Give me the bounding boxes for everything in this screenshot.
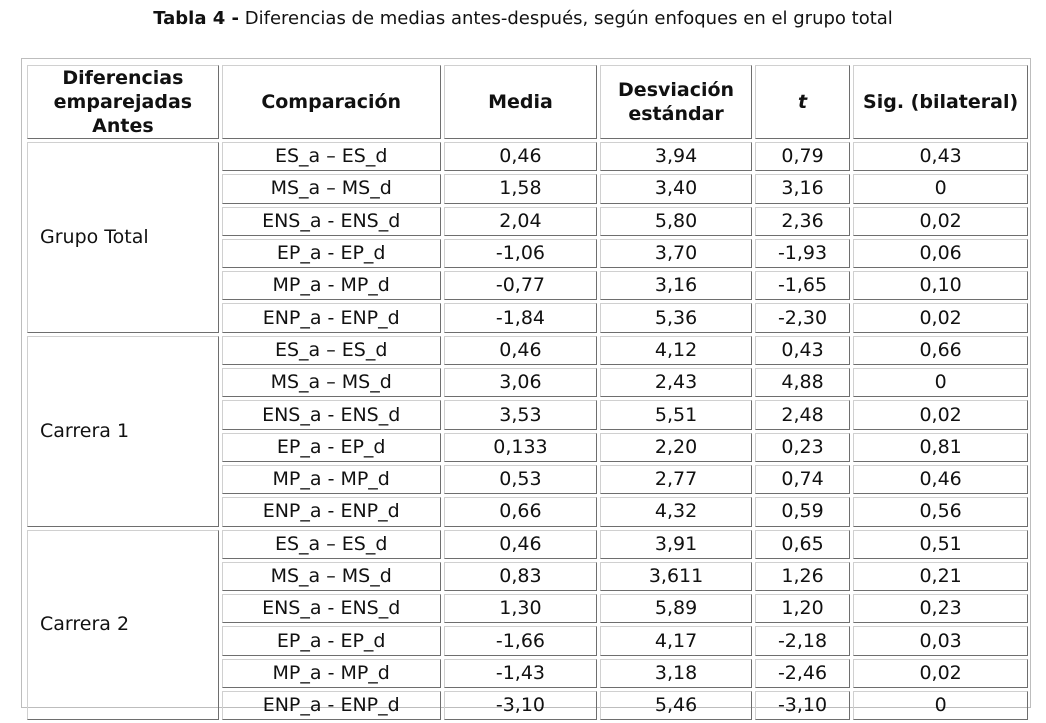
cell-t: -1,93: [755, 239, 850, 268]
table-row: [27, 336, 1028, 365]
group-label: Carrera 2: [27, 530, 219, 721]
cell-media: 2,04: [444, 207, 598, 236]
caption-text: Diferencias de medias antes-después, según enfoques en el grupo total: [244, 8, 893, 29]
cell-desviacion: 3,611: [600, 562, 752, 591]
header-row: [27, 65, 1028, 139]
cell-desviacion: 5,36: [600, 303, 752, 332]
cell-sig: 0: [853, 691, 1028, 720]
cell-comparacion: ES_a – ES_d: [222, 336, 441, 365]
cell-desviacion: 5,51: [600, 400, 752, 429]
cell-sig: 0,43: [853, 142, 1028, 171]
cell-t: 2,36: [755, 207, 850, 236]
cell-t: -2,30: [755, 303, 850, 332]
cell-media: -1,43: [444, 659, 598, 688]
cell-comparacion: ENP_a - ENP_d: [222, 303, 441, 332]
cell-t: -1,65: [755, 271, 850, 300]
cell-desviacion: 2,77: [600, 465, 752, 494]
cell-sig: 0,21: [853, 562, 1028, 591]
results-table: [24, 62, 1031, 723]
cell-comparacion: EP_a - EP_d: [222, 239, 441, 268]
table-caption: [0, 7, 1046, 31]
cell-desviacion: 4,12: [600, 336, 752, 365]
cell-comparacion: MP_a - MP_d: [222, 271, 441, 300]
table-row: [27, 530, 1028, 559]
cell-comparacion: MP_a - MP_d: [222, 659, 441, 688]
cell-comparacion: ES_a – ES_d: [222, 142, 441, 171]
cell-media: 0,53: [444, 465, 598, 494]
cell-desviacion: 3,94: [600, 142, 752, 171]
cell-sig: 0,10: [853, 271, 1028, 300]
caption-label: Tabla 4 -: [153, 8, 240, 29]
cell-media: 3,06: [444, 368, 598, 397]
cell-desviacion: 2,20: [600, 433, 752, 462]
cell-sig: 0,02: [853, 207, 1028, 236]
cell-media: 0,133: [444, 433, 598, 462]
cell-media: 1,58: [444, 174, 598, 203]
cell-t: 3,16: [755, 174, 850, 203]
cell-comparacion: ENP_a - ENP_d: [222, 691, 441, 720]
cell-t: 0,65: [755, 530, 850, 559]
cell-desviacion: 2,43: [600, 368, 752, 397]
header-t: t: [755, 65, 850, 139]
cell-t: -3,10: [755, 691, 850, 720]
cell-sig: 0,51: [853, 530, 1028, 559]
cell-t: -2,46: [755, 659, 850, 688]
cell-sig: 0,03: [853, 626, 1028, 655]
header-desviacion: Desviación estándar: [600, 65, 752, 139]
cell-comparacion: ENS_a - ENS_d: [222, 594, 441, 623]
cell-media: 1,30: [444, 594, 598, 623]
header-media: Media: [444, 65, 598, 139]
cell-t: 1,26: [755, 562, 850, 591]
cell-desviacion: 4,32: [600, 497, 752, 526]
cell-sig: 0,02: [853, 400, 1028, 429]
cell-desviacion: 5,46: [600, 691, 752, 720]
header-sig: Sig. (bilateral): [853, 65, 1028, 139]
cell-sig: 0: [853, 368, 1028, 397]
cell-comparacion: ENS_a - ENS_d: [222, 207, 441, 236]
cell-sig: 0,66: [853, 336, 1028, 365]
cell-sig: 0,56: [853, 497, 1028, 526]
cell-t: 0,23: [755, 433, 850, 462]
group-label: Carrera 1: [27, 336, 219, 527]
cell-t: 1,20: [755, 594, 850, 623]
cell-comparacion: MS_a – MS_d: [222, 368, 441, 397]
cell-t: 0,74: [755, 465, 850, 494]
group-label: Grupo Total: [27, 142, 219, 333]
cell-media: 0,46: [444, 336, 598, 365]
cell-media: 0,83: [444, 562, 598, 591]
cell-sig: 0,06: [853, 239, 1028, 268]
cell-desviacion: 3,70: [600, 239, 752, 268]
cell-comparacion: EP_a - EP_d: [222, 626, 441, 655]
cell-comparacion: ENS_a - ENS_d: [222, 400, 441, 429]
table-body: [27, 142, 1028, 720]
cell-desviacion: 4,17: [600, 626, 752, 655]
cell-media: 0,46: [444, 142, 598, 171]
cell-t: 2,48: [755, 400, 850, 429]
cell-media: -0,77: [444, 271, 598, 300]
cell-media: 3,53: [444, 400, 598, 429]
cell-sig: 0,81: [853, 433, 1028, 462]
cell-media: -1,06: [444, 239, 598, 268]
cell-media: 0,66: [444, 497, 598, 526]
cell-sig: 0: [853, 174, 1028, 203]
table-row: [27, 142, 1028, 171]
cell-desviacion: 3,40: [600, 174, 752, 203]
cell-comparacion: MS_a – MS_d: [222, 562, 441, 591]
header-group: Diferencias emparejadas Antes: [27, 65, 219, 139]
cell-sig: 0,46: [853, 465, 1028, 494]
cell-comparacion: MP_a - MP_d: [222, 465, 441, 494]
cell-t: 4,88: [755, 368, 850, 397]
cell-t: 0,43: [755, 336, 850, 365]
cell-t: 0,79: [755, 142, 850, 171]
cell-t: 0,59: [755, 497, 850, 526]
cell-t: -2,18: [755, 626, 850, 655]
cell-desviacion: 3,16: [600, 271, 752, 300]
cell-media: 0,46: [444, 530, 598, 559]
cell-desviacion: 3,91: [600, 530, 752, 559]
cell-comparacion: EP_a - EP_d: [222, 433, 441, 462]
cell-media: -1,66: [444, 626, 598, 655]
cell-desviacion: 5,80: [600, 207, 752, 236]
cell-media: -3,10: [444, 691, 598, 720]
cell-desviacion: 3,18: [600, 659, 752, 688]
cell-comparacion: ES_a – ES_d: [222, 530, 441, 559]
cell-sig: 0,02: [853, 303, 1028, 332]
cell-sig: 0,23: [853, 594, 1028, 623]
cell-media: -1,84: [444, 303, 598, 332]
cell-comparacion: ENP_a - ENP_d: [222, 497, 441, 526]
cell-comparacion: MS_a – MS_d: [222, 174, 441, 203]
cell-sig: 0,02: [853, 659, 1028, 688]
cell-desviacion: 5,89: [600, 594, 752, 623]
header-comparacion: Comparación: [222, 65, 441, 139]
